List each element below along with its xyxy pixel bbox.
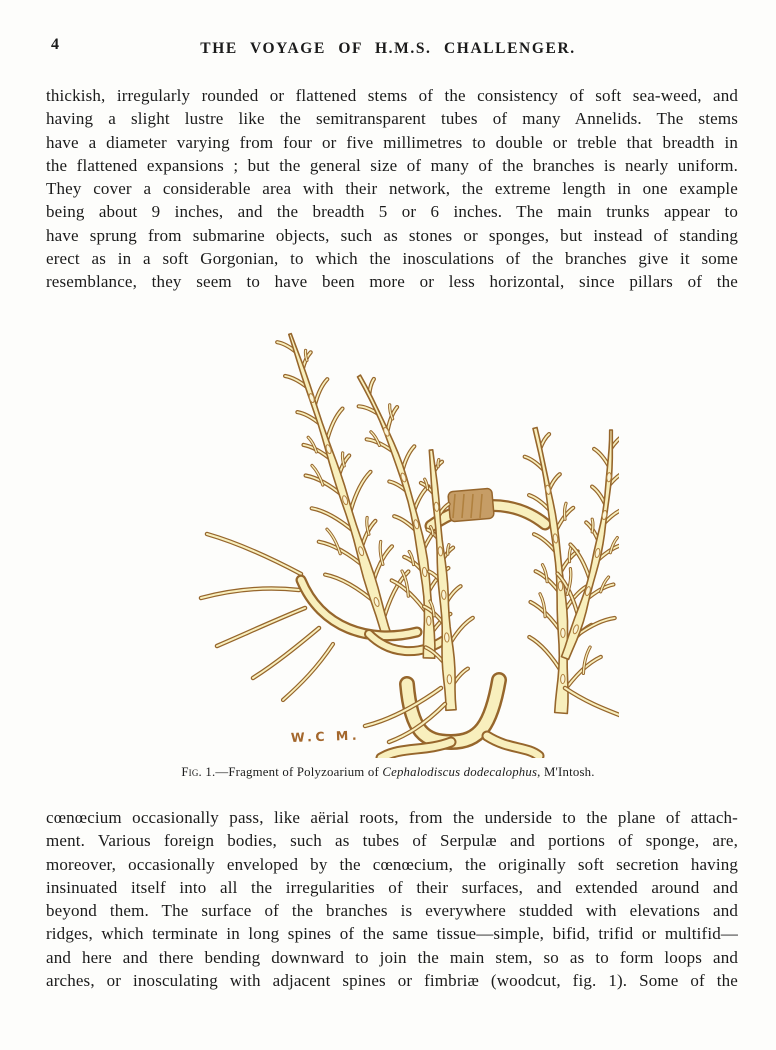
running-header-title: THE VOYAGE OF H.M.S. CHALLENGER. [200, 40, 576, 57]
figure-1-woodcut [183, 328, 619, 758]
text-line: resemblance, they seem to have been more or less horizontal, since pillars of the [46, 272, 738, 292]
paragraph-top [46, 84, 738, 294]
text-line: beyond them. The surface of the branches is everywhere studded with elevations and [46, 901, 738, 921]
artist-signature: W.C M. [290, 727, 361, 745]
text-line: have a diameter varying from four or five millimetres to double or treble that breadth in [46, 132, 738, 152]
branch-artwork [201, 334, 619, 758]
text-line: They cover a considerable area with their network, the extreme length in one example [46, 179, 738, 199]
text-line: cœnœcium occasionally pass, like aërial roots, from the underside to the plane of attach- [46, 808, 738, 827]
text-line: being about 9 inches, and the breadth 5 or 6 inches. The main trunks appear to [46, 202, 738, 222]
figure-caption-label: Fig. 1. [181, 765, 216, 779]
text-line: thickish, irregularly rounded or flattened stems of the consistency of soft sea-weed, and [46, 86, 738, 105]
text-line: and here and there bending downward to join the main stem, so as to form loops and [46, 947, 738, 967]
text-line: have sprung from submarine objects, such as stones or sponges, but instead of standing [46, 225, 738, 245]
paragraph-bottom [46, 806, 738, 992]
text-line: ment. Various foreign bodies, such as tubes of Serpulæ and portions of sponge, are, [46, 831, 738, 851]
text-line: erect as in a soft Gorgonian, to which the inosculations of the branches give it some [46, 249, 738, 269]
figure-caption-prefix: —Fragment of Polyzoarium of [215, 765, 383, 779]
figure-caption-species: Cephalodiscus dodecalophus [382, 765, 538, 779]
polyzoarium-illustration [183, 328, 619, 758]
text-line: ridges, which terminate in long spines of the same tissue—simple, bifid, trifid or multifid— [46, 924, 738, 944]
figure-caption-suffix: , M'Intosh. [537, 765, 595, 779]
text-line: having a slight lustre like the semitransparent tubes of many Annelids. The stems [46, 109, 738, 129]
text-line: arches, or inosculating with adjacent spines or fimbriæ (woodcut, fig. 1). Some of the [46, 971, 738, 991]
text-line: the flattened expansions ; but the general size of many of the branches is nearly uniform. [46, 155, 738, 175]
text-line: moreover, occasionally enveloped by the cœnœcium, the originally soft secretion having [46, 854, 738, 874]
figure-caption [0, 765, 776, 780]
text-line: insinuated itself into all the irregularities of their surfaces, and extended around and [46, 877, 738, 897]
page-number: 4 [51, 36, 60, 53]
